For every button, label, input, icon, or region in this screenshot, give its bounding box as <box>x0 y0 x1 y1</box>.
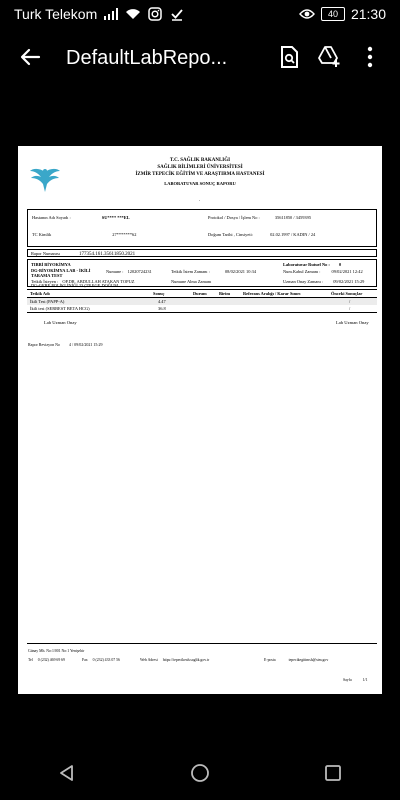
protocol-value: 35611850 / 3459395 <box>274 215 312 220</box>
protocol-label: Protokol / Dosya / İşlem No : <box>208 215 260 220</box>
find-in-document-button[interactable] <box>270 38 310 78</box>
clinic-name: DG-GEBE POLİKLİNİĞİ 23 (TP EGE DOĞUM <box>31 283 119 288</box>
report-number-box <box>27 249 377 257</box>
footer-fax-value: 0 (232) 433 07 56 <box>92 658 120 662</box>
test-result: 4.47 <box>158 299 166 304</box>
requester-label: Tetkik İsteyen : <box>31 279 59 284</box>
footer-tel-value: 0 (232) 469 69 69 <box>37 658 65 662</box>
status-left <box>14 6 185 22</box>
footer-email <box>264 658 328 662</box>
footer-divider <box>27 643 377 644</box>
system-nav-bar <box>0 748 400 800</box>
instagram-icon <box>147 6 163 22</box>
back-arrow-icon <box>19 46 41 71</box>
sample-field <box>106 269 152 274</box>
birth-value: 02.02.1997 / KADIN / 24 <box>270 232 316 237</box>
header-dot: . <box>199 198 201 203</box>
footer-email-label: E-posta <box>264 658 276 662</box>
request-time-value: 08/02/2021 10:34 <box>224 269 257 274</box>
footer-fax <box>82 658 120 662</box>
back-button[interactable] <box>10 38 50 78</box>
approve-time-value: 09/02/2021 15:29 <box>333 279 365 284</box>
sample-label: Numune : <box>106 269 124 274</box>
more-options-button[interactable] <box>350 38 390 78</box>
col-previous: Önceki Sonuçlar <box>331 291 363 296</box>
request-time-field <box>171 269 256 274</box>
nav-home-button[interactable] <box>176 750 224 798</box>
footer-tel <box>28 658 65 662</box>
results-table <box>27 289 377 313</box>
accept-time-value: 09/02/2021 12:42 <box>331 269 363 274</box>
status-right <box>299 6 386 22</box>
header-university: SAĞLIK BİLİMLERİ ÜNİVERSİTESİ <box>157 164 243 170</box>
tc-field <box>32 232 136 237</box>
table-row <box>27 298 377 305</box>
app-bar <box>0 28 400 88</box>
eye-icon <box>299 6 315 22</box>
revision-label: Rapor Revizyon No <box>28 342 60 347</box>
report-number-value: 177354.161.35611850.2021 <box>79 252 136 257</box>
patient-name-value: SU**** ***EL <box>101 215 130 220</box>
results-header-row <box>27 290 377 298</box>
header-hospital: İZMİR TEPECİK EĞİTİM VE ARAŞTIRMA HASTANESİ <box>135 171 265 177</box>
sample-time-label: Numune Alma Zamanı <box>171 279 212 284</box>
requester-value: OP.DR. ABDULLAH ATAKAN TOPUZ <box>62 279 135 284</box>
col-result: Sonuç <box>153 291 165 296</box>
col-reference: Referans Aralığı / Karar Sınırı <box>243 291 301 296</box>
col-test-name: Tetkik Adı <box>30 291 50 296</box>
battery-indicator: 40 <box>321 7 345 21</box>
lab-info-box <box>27 259 377 287</box>
signature-right: Lab Uzman Onay <box>336 320 369 325</box>
lab-unit: DG-BİYOKİMYA LAB - İKİLİ TARAMA TEST <box>31 268 91 279</box>
tc-value: 27*******62 <box>112 232 137 237</box>
table-row <box>27 305 377 312</box>
add-to-drive-icon <box>317 46 343 71</box>
lab-title: TIBBİ BİYOKİMYA <box>31 262 71 267</box>
test-name: İkili Test (PAPP-A) <box>30 299 65 304</box>
nav-back-button[interactable] <box>43 750 91 798</box>
sample-value: 12020724231 <box>127 269 152 274</box>
approve-time-field <box>283 279 364 284</box>
footer-web <box>140 658 209 662</box>
add-to-drive-button[interactable] <box>310 38 350 78</box>
lab-protocol-field <box>283 262 341 267</box>
col-unit: Birim <box>219 291 230 296</box>
footer-page-label: Sayfa <box>343 678 352 682</box>
recents-square-icon <box>324 764 342 785</box>
accept-time-label: Num.Kabul Zamanı : <box>283 269 321 274</box>
search-document-icon <box>279 45 301 72</box>
status-bar <box>0 0 400 28</box>
back-triangle-icon <box>58 764 76 785</box>
birth-field <box>208 232 315 237</box>
home-circle-icon <box>190 763 210 786</box>
document-page[interactable] <box>18 146 382 694</box>
wifi-icon <box>125 6 141 22</box>
lab-protocol-label: Laboratuvar Rutuel No : <box>283 262 330 267</box>
footer-web-label: Web Adresi <box>140 658 158 662</box>
footer-tel-label: Tel <box>28 658 33 662</box>
footer-page-value: 1/1 <box>362 678 368 682</box>
request-time-label: Tetkik İstem Zamanı : <box>171 269 210 274</box>
revision-value: 4 / 09/02/2021 15:29 <box>69 342 103 347</box>
report-number-label: Rapor Numarası <box>31 251 60 256</box>
patient-name-label: Hastanın Adı Soyadı : <box>32 215 71 220</box>
footer-page <box>343 678 367 682</box>
report-number-field <box>31 251 135 257</box>
revision-field <box>28 342 102 347</box>
footer-fax-label: Fax <box>82 658 88 662</box>
carrier-name: Turk Telekom <box>14 6 98 22</box>
lab-protocol-value: 0 <box>339 262 342 267</box>
signal-icon <box>103 6 119 22</box>
header-report-title: LABORATUVAR SONUÇ RAPORU <box>164 181 236 187</box>
footer-web-value: https://tepecikeah.saglik.gov.tr <box>162 658 210 662</box>
document-header <box>18 158 382 187</box>
test-previous: / <box>349 299 351 304</box>
footer-email-value: tepecikegitimsh@stm.gov <box>288 658 329 662</box>
footer-address: Günay Mh. No:1/001 No:1 Yenişehir <box>28 649 85 653</box>
more-vert-icon <box>367 46 373 71</box>
patient-info-box <box>27 209 377 247</box>
test-result: 36.8 <box>158 306 166 311</box>
accept-time-field <box>283 269 363 274</box>
clock: 21:30 <box>350 6 386 22</box>
signature-left: Lab Uzman Onay <box>44 320 77 325</box>
check-icon <box>169 6 185 22</box>
patient-name-field <box>32 215 130 220</box>
col-status: Durum <box>193 291 207 296</box>
nav-recents-button[interactable] <box>309 750 357 798</box>
tc-label: TC Kimlik <box>32 232 52 237</box>
document-title: DefaultLabRepo... <box>66 46 228 69</box>
test-previous: / <box>349 306 351 311</box>
birth-label: Doğum Tarihi , Cinsiyeti: <box>208 232 253 237</box>
protocol-field <box>208 215 311 220</box>
test-name: İkili test (SERBEST BETA HCG) <box>30 306 90 311</box>
approve-time-label: Uzman Onay Zamanı : <box>283 279 324 284</box>
header-ministry: T.C. SAĞLIK BAKANLIĞI <box>169 158 231 163</box>
